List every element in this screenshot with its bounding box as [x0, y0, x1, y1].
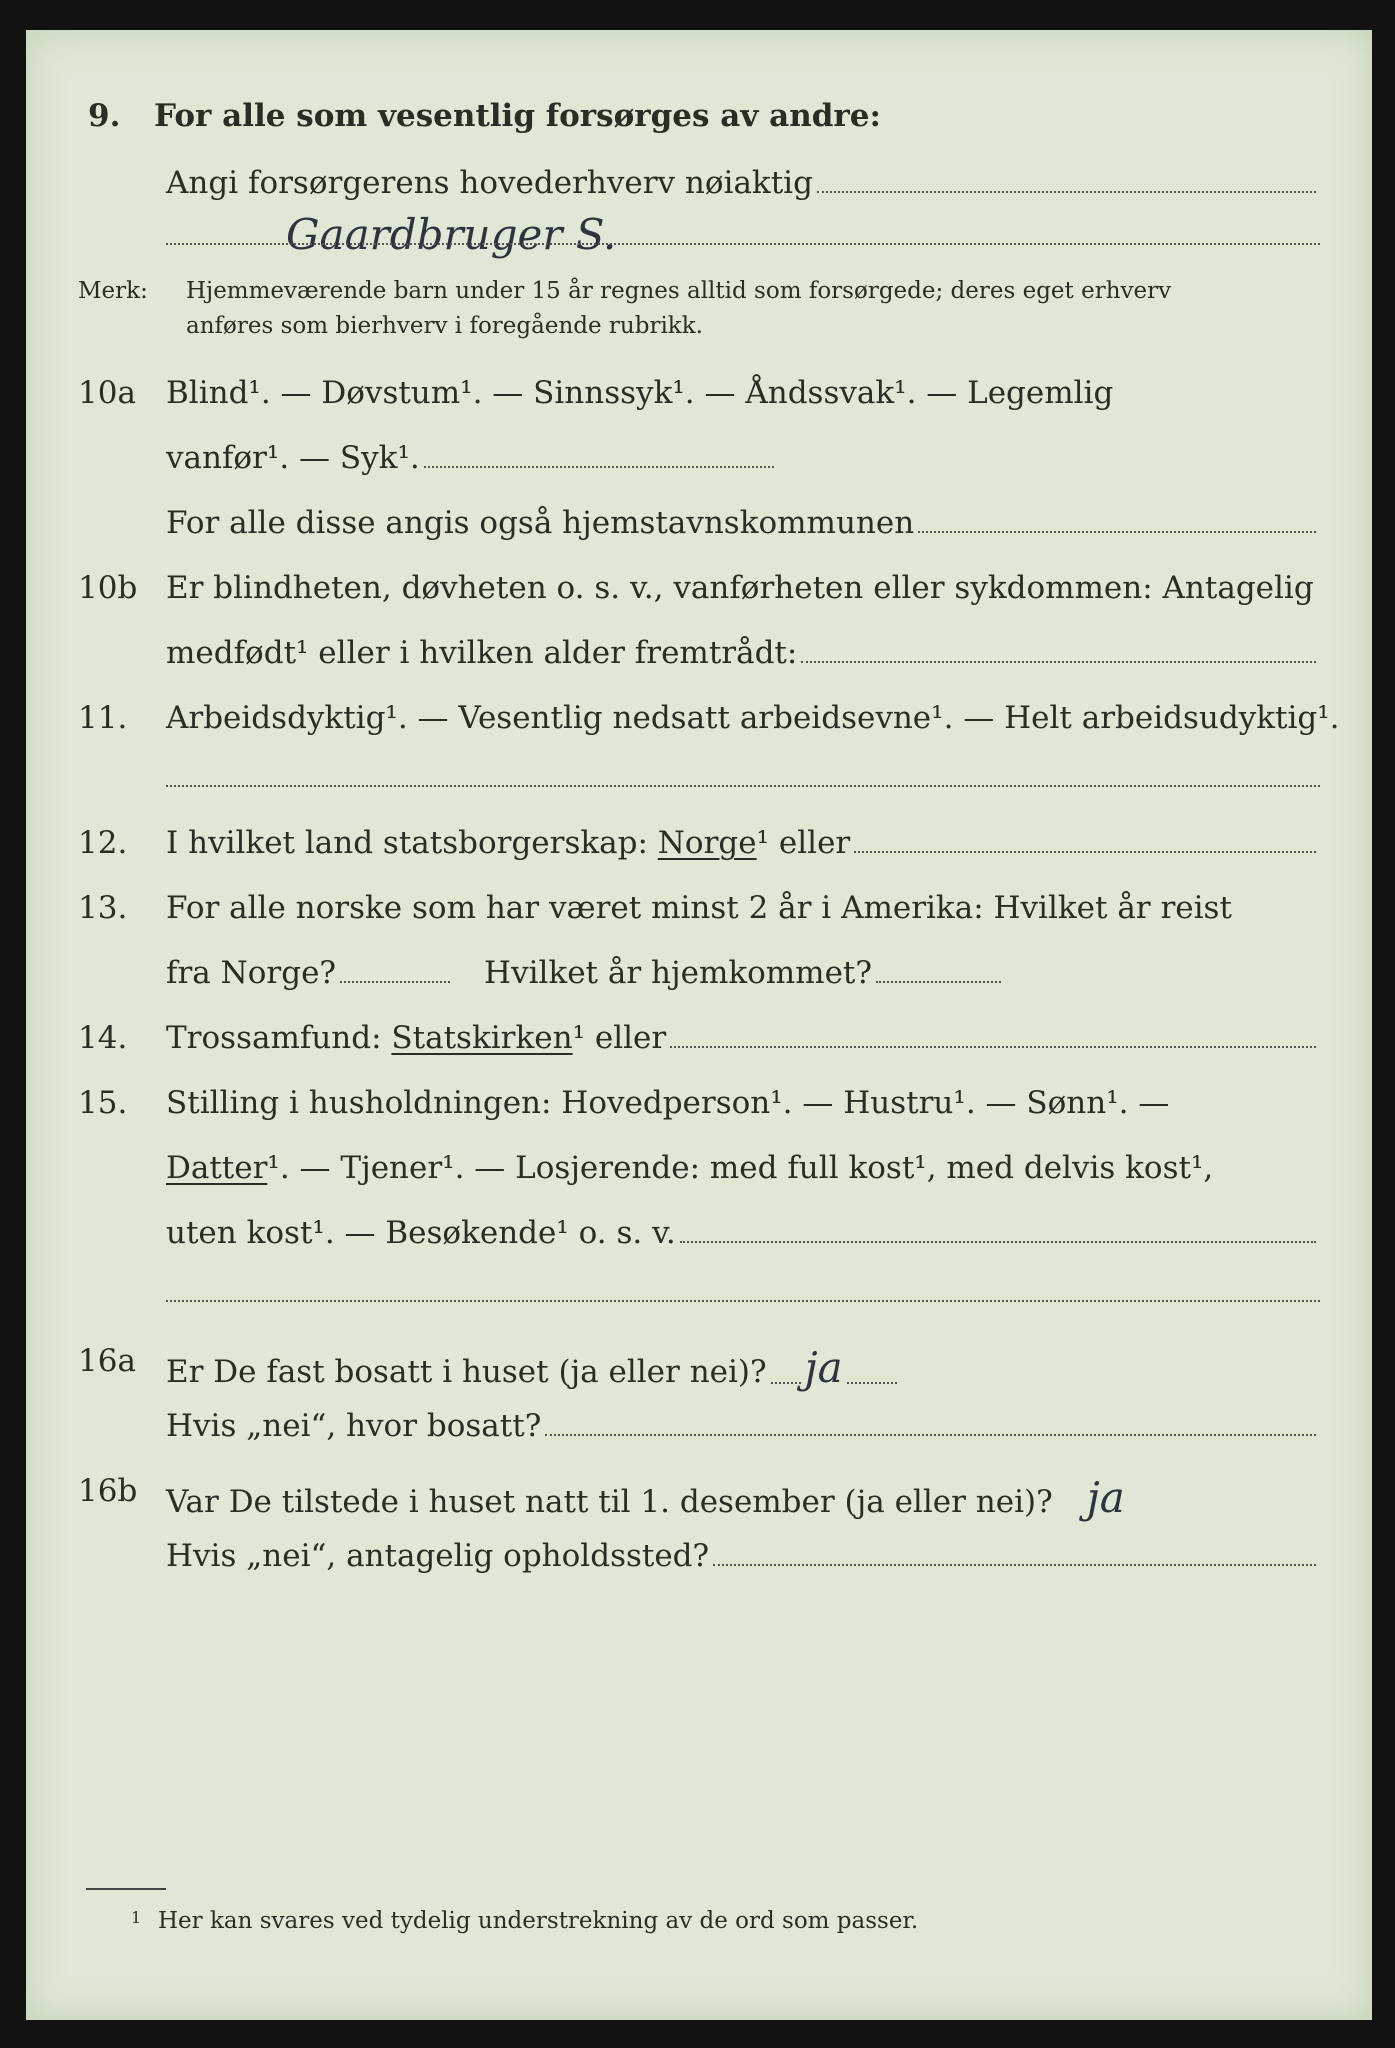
q14-suffix: ¹ eller	[572, 1020, 667, 1056]
q16a-line-1: Er De fast bosatt i huset (ja eller nei)?	[166, 1354, 767, 1390]
q10a-syk-dotted-line	[424, 466, 774, 468]
q14-dotted-line	[670, 1046, 1316, 1048]
q15-line-2: ¹. — Tjener¹. — Losjerende: med full kost¹, med delvis kost¹,	[267, 1150, 1214, 1186]
q12-number: 12.	[78, 825, 128, 861]
merk-label: Merk:	[78, 278, 148, 304]
q16a-line-2: Hvis „nei“, hvor bosatt?	[166, 1408, 542, 1444]
q16b-number: 16b	[78, 1473, 138, 1509]
q9-heading: For alle som vesentlig forsørges av andre:	[154, 98, 881, 134]
q16b-handwritten-answer: ja	[1086, 1473, 1125, 1522]
q15-number: 15.	[78, 1085, 128, 1121]
footnote-text: Her kan svares ved tydelig understrekning av de ord som passer.	[158, 1908, 919, 1934]
q10b-line-2: medfødt¹ eller i hvilken alder fremtrådt:	[166, 635, 798, 671]
q16a-post-answer-dots	[847, 1382, 897, 1384]
q16b-line-2: Hvis „nei“, antagelig opholdssted?	[166, 1538, 710, 1574]
q10a-line-2: vanfør¹. — Syk¹.	[166, 440, 420, 476]
q12-suffix: ¹ eller	[756, 825, 851, 861]
q16a-handwritten-answer: ja	[804, 1343, 843, 1392]
q9-prompt: Angi forsørgerens hovederhverv nøiaktig	[166, 165, 813, 201]
q16b-dotted-line	[713, 1564, 1316, 1566]
q15-extra-dotted-line	[166, 1300, 1320, 1302]
q13-number: 13.	[78, 890, 128, 926]
q15-underlined-datter: Datter	[166, 1150, 268, 1186]
q11-line-1: Arbeidsdyktig¹. — Vesentlig nedsatt arbeidsevne¹. — Helt arbeidsudyktig¹.	[166, 700, 1340, 736]
q11-number: 11.	[78, 700, 128, 736]
merk-line-2: anføres som bierhverv i foregående rubrikk.	[186, 313, 703, 339]
q15-line-1: Stilling i husholdningen: Hovedperson¹. — Hustru¹. — Sønn¹. —	[166, 1085, 1170, 1121]
q14-underlined-statskirken: Statskirken	[391, 1020, 573, 1056]
q10a-number: 10a	[78, 375, 136, 411]
q14-number: 14.	[78, 1020, 128, 1056]
q9-handwritten-answer: Gaardbruger S.	[286, 210, 617, 259]
q13-reist-label: fra Norge?	[166, 955, 337, 991]
q9-number: 9.	[88, 98, 121, 134]
q10a-line-1: Blind¹. — Døvstum¹. — Sinnssyk¹. — Åndssvak¹. — Legemlig	[166, 375, 1114, 411]
footnote-mark: 1	[131, 1908, 142, 1927]
q10b-line-1: Er blindheten, døvheten o. s. v., vanførheten eller sykdommen: Antagelig	[166, 570, 1314, 606]
q12-prefix: I hvilket land statsborgerskap:	[166, 825, 648, 861]
q16a-number: 16a	[78, 1343, 136, 1379]
q10a-line-3: For alle disse angis også hjemstavnskommunen	[166, 505, 915, 541]
q12-underlined-norge: Norge	[657, 825, 757, 861]
footnote-rule	[86, 1888, 166, 1890]
q13-hjemkommet-label: Hvilket år hjemkommet?	[484, 955, 873, 991]
q9-answer-dotted-line	[166, 243, 1320, 245]
q16b-line-1: Var De tilstede i huset natt til 1. desember (ja eller nei)?	[166, 1484, 1053, 1520]
q16a-dotted-line	[545, 1434, 1316, 1436]
q10a-hjemstavn-dotted-line	[918, 531, 1316, 533]
q13-reist-dotted-line	[340, 981, 450, 983]
q10b-number: 10b	[78, 570, 138, 606]
q14-prefix: Trossamfund:	[166, 1020, 382, 1056]
q15-dotted-line	[680, 1241, 1316, 1243]
q13-hjemkommet-dotted-line	[876, 981, 1001, 983]
q9-dotted-line	[817, 191, 1316, 193]
q10b-dotted-line	[801, 661, 1316, 663]
q11-dotted-line	[166, 785, 1320, 787]
census-form-page	[26, 30, 1372, 2020]
q13-line-1: For alle norske som har været minst 2 år i Amerika: Hvilket år reist	[166, 890, 1232, 926]
merk-line-1: Hjemmeværende barn under 15 år regnes alltid som forsørgede; deres eget erhverv	[186, 278, 1172, 304]
q15-line-3: uten kost¹. — Besøkende¹ o. s. v.	[166, 1215, 676, 1251]
q16a-pre-answer-dots	[771, 1382, 801, 1384]
q12-dotted-line	[854, 851, 1316, 853]
